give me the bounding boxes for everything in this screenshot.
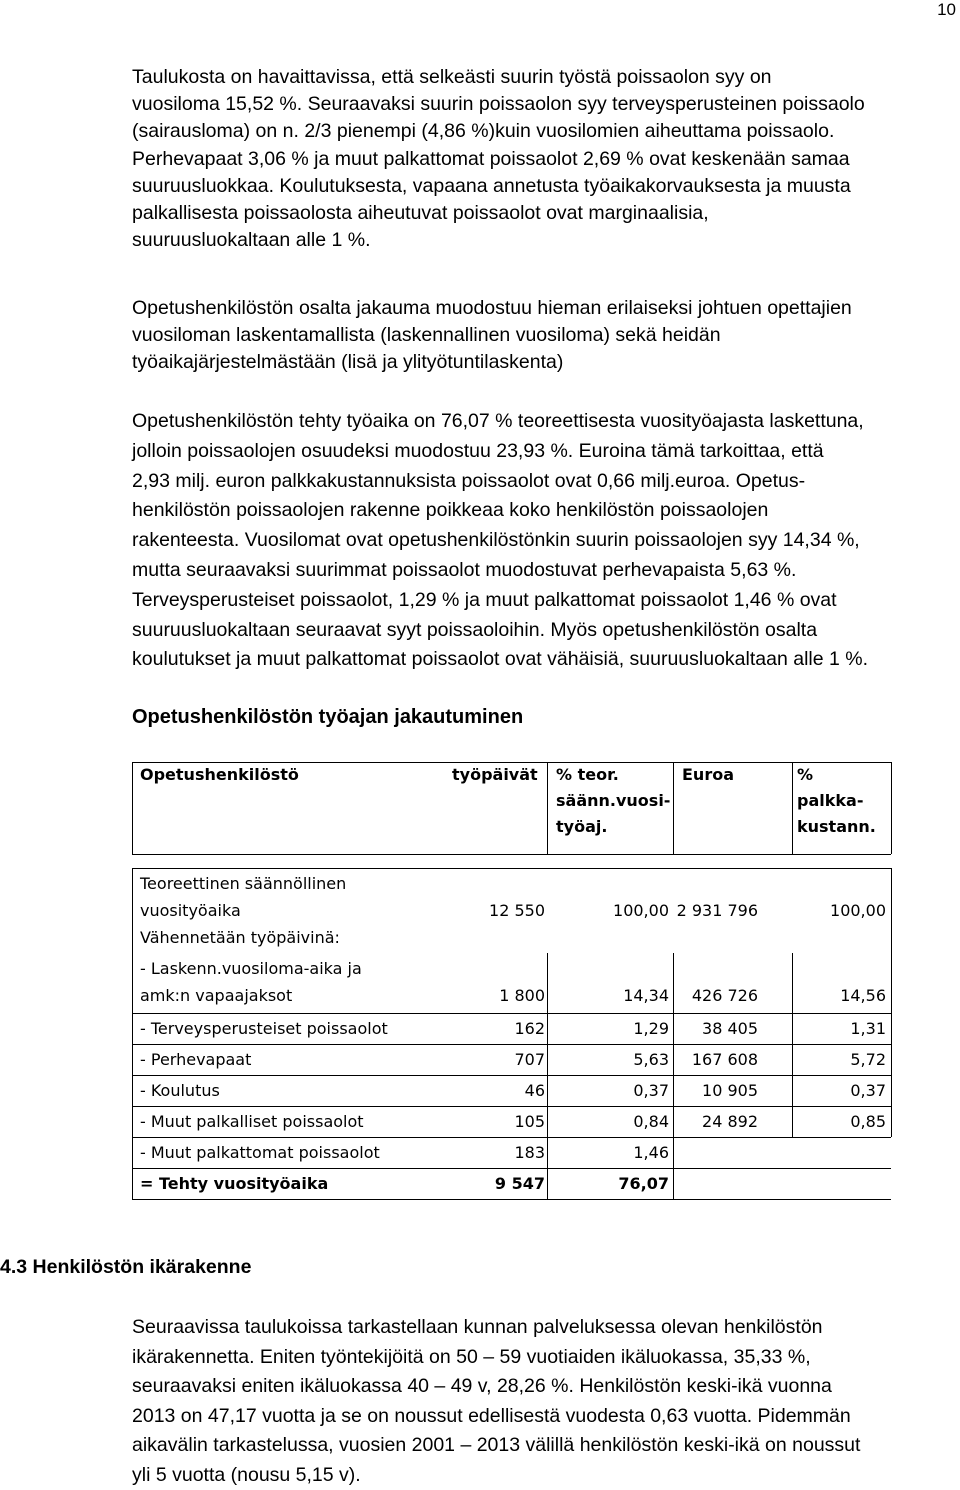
table-rule [132,1013,891,1014]
table-rule [132,868,133,1199]
table-rule [132,1199,891,1200]
table-row-label [140,1046,251,1073]
table-rule [132,1044,891,1045]
table-cell-pct: 1,29 [633,1015,669,1042]
table-cell-euro: 2 931 796 [677,897,758,924]
table-row-label-line: Vähennetään työpäivinä: [140,924,340,951]
paragraph-age-structure [132,1313,932,1490]
table-header-col1 [140,762,299,788]
paragraph-line: palkallisesta poissaolosta aiheutuvat poissaolot ovat marginaalisia, [132,200,932,227]
table-header-line: työaj. [556,814,670,840]
table-header-line: kustann. [797,814,876,840]
table-cell-euro: 426 726 [692,982,758,1009]
paragraph-line: 2,93 milj. euron palkkakustannuksista poissaolot ovat 0,66 milj.euroa. Opetus- [132,467,932,497]
table-header-line: Opetushenkilöstö [140,762,299,788]
paragraph-teaching-staff-worktime [132,407,932,675]
paragraph-line: ikärakennetta. Eniten työntekijöitä on 50 – 59 vuotiaiden ikäluokassa, 35,33 %, [132,1343,932,1373]
paragraph-line: vuosiloma 15,52 %. Seuraavaksi suurin poissaolon syy terveysperusteinen poissaolo [132,91,932,118]
table-rule [891,868,892,953]
table-row-label-line: - Muut palkattomat poissaolot [140,1139,380,1166]
paragraph-line: 2013 on 47,17 vuotta ja se on noussut edellisestä vuodesta 0,63 vuotta. Pidemmän [132,1402,932,1432]
table-rule [547,953,548,1199]
table-row [132,868,891,922]
table-header-col4 [682,762,734,788]
table-cell-pct: 1,46 [633,1139,669,1166]
table-body-top-rule [132,868,891,869]
table-row-label-line: - Koulutus [140,1077,220,1104]
table-row-label [140,1077,220,1104]
section-title: Henkilöstön ikärakenne [33,1256,252,1278]
paragraph-line: Perhevapaat 3,06 % ja muut palkattomat poissaolot 2,69 % ovat keskenään samaa [132,146,932,173]
table-cell-cost_pct: 5,72 [850,1046,886,1073]
table-cell-days: 162 [514,1015,545,1042]
paragraph-line: aikavälin tarkastelussa, vuosien 2001 – 2013 välillä henkilöstön keski-ikä on noussut [132,1431,932,1461]
table-row-label-line: - Terveysperusteiset poissaolot [140,1015,388,1042]
table-row-label-line: - Muut palkalliset poissaolot [140,1108,364,1135]
table-header-line: % [797,762,876,788]
table-header-bottom-rule [132,854,891,855]
section-number: 4.3 [0,1256,27,1278]
table-row-label [140,1108,364,1135]
table-row-label-line: vuosityöaika [140,897,346,924]
table-header-row [132,762,891,854]
table-header-col2 [452,762,538,788]
table-cell-pct: 0,37 [633,1077,669,1104]
table-cell-cost_pct: 100,00 [830,897,886,924]
table-cell-cost_pct: 1,31 [850,1015,886,1042]
table-row-label [140,1015,388,1042]
table-rule [132,762,133,854]
paragraph-line: seuraavaksi eniten ikäluokassa 40 – 49 v, 28,26 %. Henkilöstön keski-ikä vuonna [132,1372,932,1402]
table-rule [132,1075,891,1076]
table-row-label-line: - Perhevapaat [140,1046,251,1073]
page-number: 10 [937,0,956,20]
table-cell-euro: 38 405 [702,1015,758,1042]
table-row-label [140,1139,380,1166]
table-row [132,922,891,953]
table-rule [891,762,892,854]
table-cell-pct: 100,00 [613,897,669,924]
paragraph-line: suuruusluokaltaan seuraavat syyt poissaoloihin. Myös opetushenkilöstön osalta [132,616,932,646]
table-cell-pct: 5,63 [633,1046,669,1073]
table-row-label [140,955,362,1009]
table-row-label-line: - Laskenn.vuosiloma-aika ja [140,955,362,982]
table-rule [132,1106,891,1107]
paragraph-line: Opetushenkilöstön tehty työaika on 76,07 % teoreettisesta vuosityöajasta laskettuna, [132,407,932,437]
table-cell-pct: 0,84 [633,1108,669,1135]
paragraph-line: Seuraavissa taulukoissa tarkastellaan kunnan palveluksessa olevan henkilöstön [132,1313,932,1343]
table-row [132,1075,891,1106]
table-row [132,1013,891,1044]
table-row [132,953,891,1013]
paragraph-line: Terveysperusteiset poissaolot, 1,29 % ja muut palkattomat poissaolot 1,46 % ovat [132,586,932,616]
table-rule [673,1137,674,1199]
paragraph-line: henkilöstön poissaolojen rakenne poikkeaa koko henkilöstön poissaolojen [132,496,932,526]
table-row-label [140,1170,328,1197]
table-cell-euro: 10 905 [702,1077,758,1104]
table-cell-days: 46 [525,1077,545,1104]
paragraph-line: yli 5 vuotta (nousu 5,15 v). [132,1461,932,1490]
table-row-label-line: amk:n vapaajaksot [140,982,362,1009]
table-row [132,1168,891,1199]
table-cell-cost_pct: 14,56 [840,982,886,1009]
paragraph-line: työaikajärjestelmästään (lisä ja ylityötuntilaskenta) [132,349,932,376]
table-cell-euro: 167 608 [692,1046,758,1073]
table-row [132,1044,891,1075]
paragraph-line: Opetushenkilöstön osalta jakauma muodostuu hieman erilaiseksi johtuen opettajien [132,295,932,322]
table-cell-pct: 14,34 [623,982,669,1009]
table-cell-pct: 76,07 [618,1170,669,1197]
worktime-table [132,762,891,854]
paragraph-line: suuruusluokaltaan alle 1 %. [132,227,932,254]
table-rule [792,762,793,854]
table-rule [792,953,793,1137]
table-row-label-line: Teoreettinen säännöllinen [140,870,346,897]
table-rule [673,762,674,854]
table-rule [547,762,548,854]
paragraph-line: Taulukosta on havaittavissa, että selkeästi suurin työstä poissaolon syy on [132,64,932,91]
table-top-rule [132,762,891,763]
table-heading: Opetushenkilöstön työajan jakautuminen [132,706,523,729]
paragraph-line: koulutukset ja muut palkattomat poissaolot ovat vähäisiä, suuruusluokaltaan alle 1 %. [132,645,932,675]
table-row-label [140,924,340,951]
paragraph-line: suuruusluokkaa. Koulutuksesta, vapaana annetusta työaikakorvauksesta ja muusta [132,173,932,200]
table-row [132,1106,891,1137]
table-header-line: % teor. [556,762,670,788]
table-rule [132,1168,891,1169]
table-header-line: Euroa [682,762,734,788]
paragraph-line: mutta seuraavaksi suurimmat poissaolot muodostuvat perhevapaista 5,63 %. [132,556,932,586]
table-rule [673,1137,891,1138]
table-header-col5 [797,762,876,840]
table-row-label [140,870,346,924]
table-header-line: palkka- [797,788,876,814]
paragraph-line: (sairausloma) on n. 2/3 pienempi (4,86 %)kuin vuosilomien aiheuttama poissaolo. [132,118,932,145]
paragraph-line: jolloin poissaolojen osuudeksi muodostuu 23,93 %. Euroina tämä tarkoittaa, että [132,437,932,467]
table-cell-days: 707 [514,1046,545,1073]
table-cell-cost_pct: 0,85 [850,1108,886,1135]
table-cell-cost_pct: 0,37 [850,1077,886,1104]
table-cell-days: 183 [514,1139,545,1166]
table-header-col3 [556,762,670,840]
table-cell-days: 105 [514,1108,545,1135]
section-heading [0,1256,251,1279]
table-row-label-line: = Tehty vuosityöaika [140,1170,328,1197]
table-cell-days: 1 800 [499,982,545,1009]
paragraph-line: vuosiloman laskentamallista (laskennallinen vuosiloma) sekä heidän [132,322,932,349]
table-cell-days: 9 547 [495,1170,545,1197]
table-row [132,1137,891,1168]
paragraph-teaching-staff-distribution [132,295,932,377]
paragraph-line: rakenteesta. Vuosilomat ovat opetushenkilöstönkin suurin poissaolojen syy 14,34 %, [132,526,932,556]
table-cell-euro: 24 892 [702,1108,758,1135]
table-cell-days: 12 550 [489,897,545,924]
paragraph-absence-summary [132,64,932,254]
table-header-line: säänn.vuosi- [556,788,670,814]
table-header-line: työpäivät [452,762,538,788]
